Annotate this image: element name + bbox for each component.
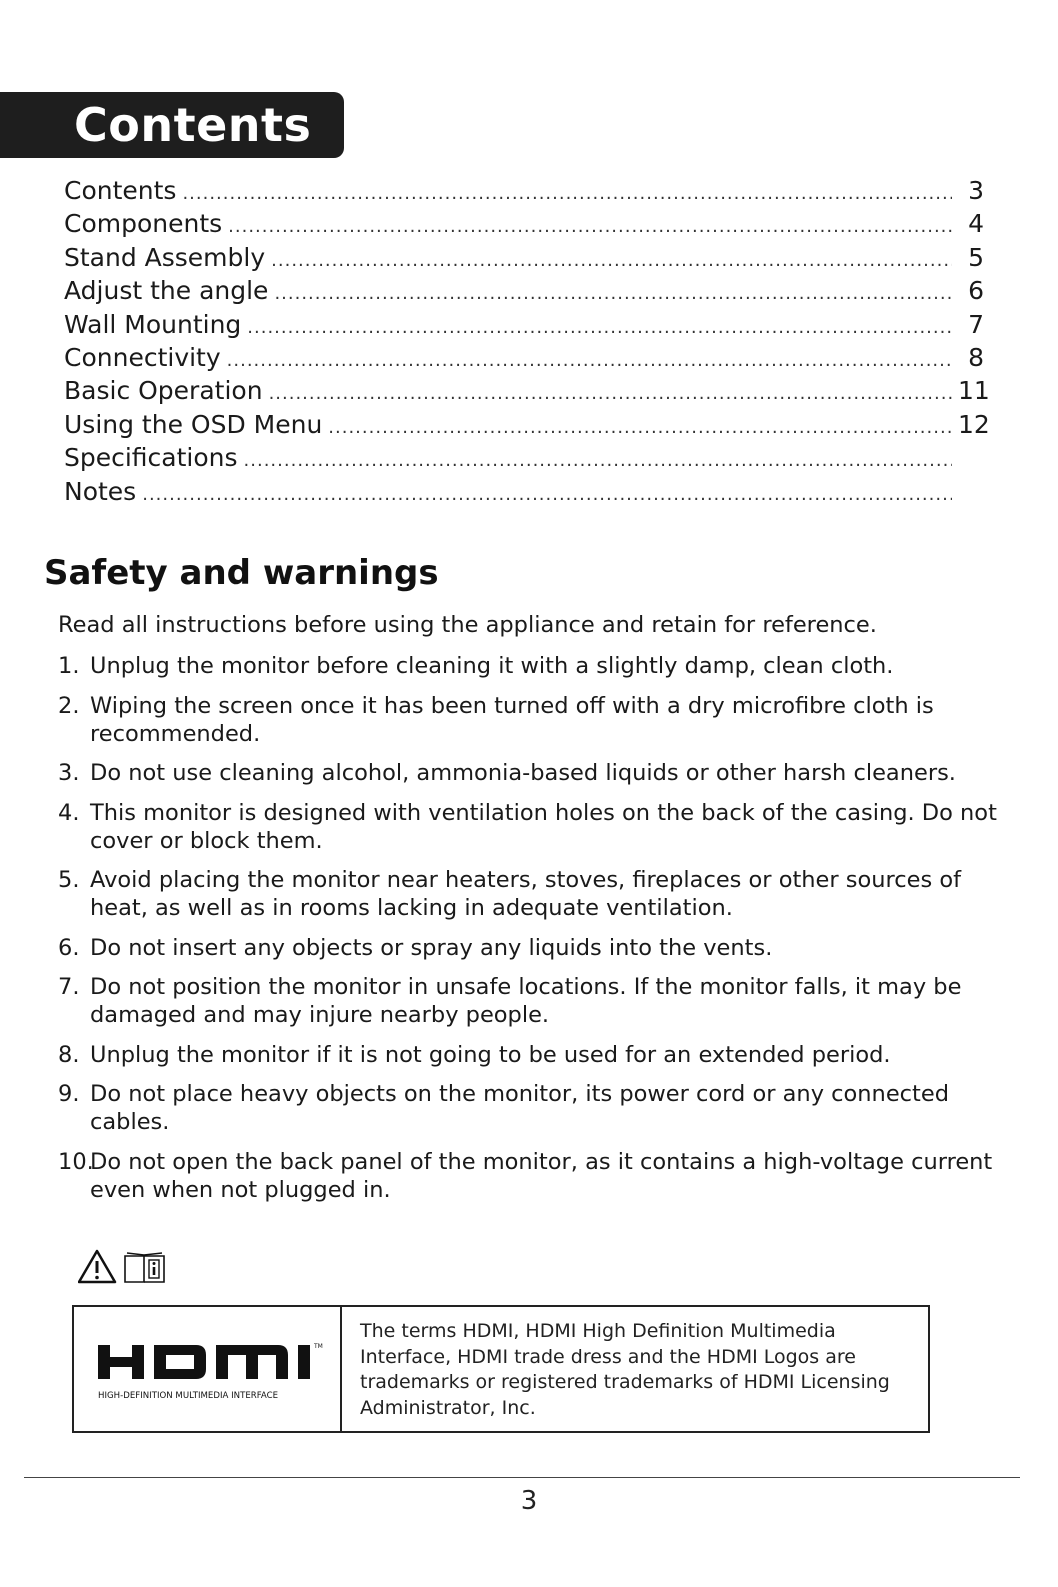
toc-page: 5	[968, 242, 984, 272]
toc-label: Adjust the angle	[64, 276, 269, 306]
list-item	[58, 1041, 1008, 1069]
toc-label: Using the OSD Menu	[64, 409, 323, 439]
toc-page: 11	[958, 376, 990, 406]
item-text: Do not position the monitor in unsafe locations. If the monitor falls, it may be damaged and may injure nearby people.	[90, 974, 962, 1028]
toc-label: Basic Operation	[64, 376, 263, 406]
list-item	[58, 692, 1008, 748]
toc-page: 6	[968, 276, 984, 306]
toc-entry[interactable]	[64, 409, 990, 443]
hdmi-logo-icon	[96, 1335, 328, 1411]
warning-triangle-icon	[78, 1248, 168, 1284]
hdmi-tagline: HIGH-DEFINITION MULTIMEDIA INTERFACE	[98, 1391, 279, 1401]
item-text: Unplug the monitor if it is not going to be used for an extended period.	[90, 1041, 891, 1068]
toc-label: Components	[64, 209, 223, 239]
item-text: Do not insert any objects or spray any liquids into the vents.	[90, 934, 773, 961]
list-item	[58, 759, 1008, 787]
list-item	[58, 652, 1008, 680]
item-number: 2.	[58, 692, 80, 719]
safety-list	[58, 652, 1008, 1215]
item-number: 3.	[58, 760, 80, 786]
item-number: 4.	[58, 799, 80, 826]
item-number: 6.	[58, 934, 80, 961]
toc-label: Stand Assembly	[64, 242, 266, 272]
safety-intro: Read all instructions before using the appliance and retain for reference.	[58, 612, 877, 638]
list-item	[58, 1148, 1008, 1204]
toc-entry[interactable]	[64, 477, 984, 510]
toc-label: Wall Mounting	[64, 309, 242, 339]
footer-divider	[24, 1477, 1020, 1478]
svg-text:TM: TM	[314, 1343, 323, 1350]
toc-label: Contents	[64, 176, 177, 205]
contents-title: Contents	[74, 98, 312, 152]
item-number: 7.	[58, 974, 80, 1000]
toc-entry[interactable]	[64, 276, 984, 309]
item-text: Do not place heavy objects on the monitor, its power cord or any connected cables.	[90, 1081, 949, 1135]
item-text: Avoid placing the monitor near heaters, stoves, fireplaces or other sources of heat, as well as in rooms lacking in adequate ventilation.	[90, 867, 962, 921]
toc-page: 7	[968, 309, 984, 339]
item-number: 9.	[58, 1081, 80, 1107]
toc-entry[interactable]	[64, 443, 984, 476]
item-number: 8.	[58, 1041, 80, 1068]
item-text: Unplug the monitor before cleaning it with a slightly damp, clean cloth.	[90, 653, 894, 679]
item-number: 10.	[58, 1148, 94, 1175]
list-item	[58, 1080, 1008, 1136]
toc-page: 12	[958, 409, 990, 439]
toc-entry[interactable]	[64, 209, 984, 242]
item-number: 5.	[58, 867, 80, 893]
toc-entry[interactable]	[64, 376, 990, 409]
toc-entry[interactable]	[64, 310, 984, 343]
hdmi-logo	[74, 1307, 342, 1431]
toc-label: Specifications	[64, 443, 238, 473]
list-item	[58, 866, 1008, 922]
toc-page: 3	[968, 176, 984, 205]
toc-label: Connectivity	[64, 342, 221, 372]
list-item	[58, 973, 1008, 1029]
item-text: This monitor is designed with ventilation holes on the back of the casing. Do not cover or block them.	[90, 799, 997, 854]
page-number: 3	[520, 1486, 538, 1516]
toc-entry[interactable]	[64, 176, 984, 209]
toc-entry[interactable]	[64, 243, 984, 276]
hdmi-trademark-box	[72, 1305, 930, 1433]
item-text: Do not use cleaning alcohol, ammonia-based liquids or other harsh cleaners.	[90, 760, 956, 786]
table-of-contents	[64, 176, 990, 510]
toc-page: 4	[968, 209, 984, 239]
list-item	[58, 934, 1008, 962]
safety-symbols	[78, 1248, 168, 1284]
toc-label: Notes	[64, 476, 137, 506]
list-item	[58, 799, 1008, 855]
hdmi-trademark-text: The terms HDMI, HDMI High Definition Multimedia Interface, HDMI trade dress and the HDMI Logos are trademarks or registered trademarks of HDMI Licensing Administrator, Inc.	[360, 1320, 890, 1419]
safety-title: Safety and warnings	[44, 553, 439, 593]
read-manual-icon	[125, 1253, 164, 1282]
item-text: Do not open the back panel of the monitor, as it contains a high-voltage current even when not plugged in.	[90, 1148, 993, 1203]
item-number: 1.	[58, 653, 80, 679]
toc-entry[interactable]	[64, 343, 984, 376]
item-text: Wiping the screen once it has been turned off with a dry microfibre cloth is recommended.	[90, 692, 934, 747]
contents-header	[0, 92, 344, 158]
toc-page: 8	[968, 342, 984, 372]
